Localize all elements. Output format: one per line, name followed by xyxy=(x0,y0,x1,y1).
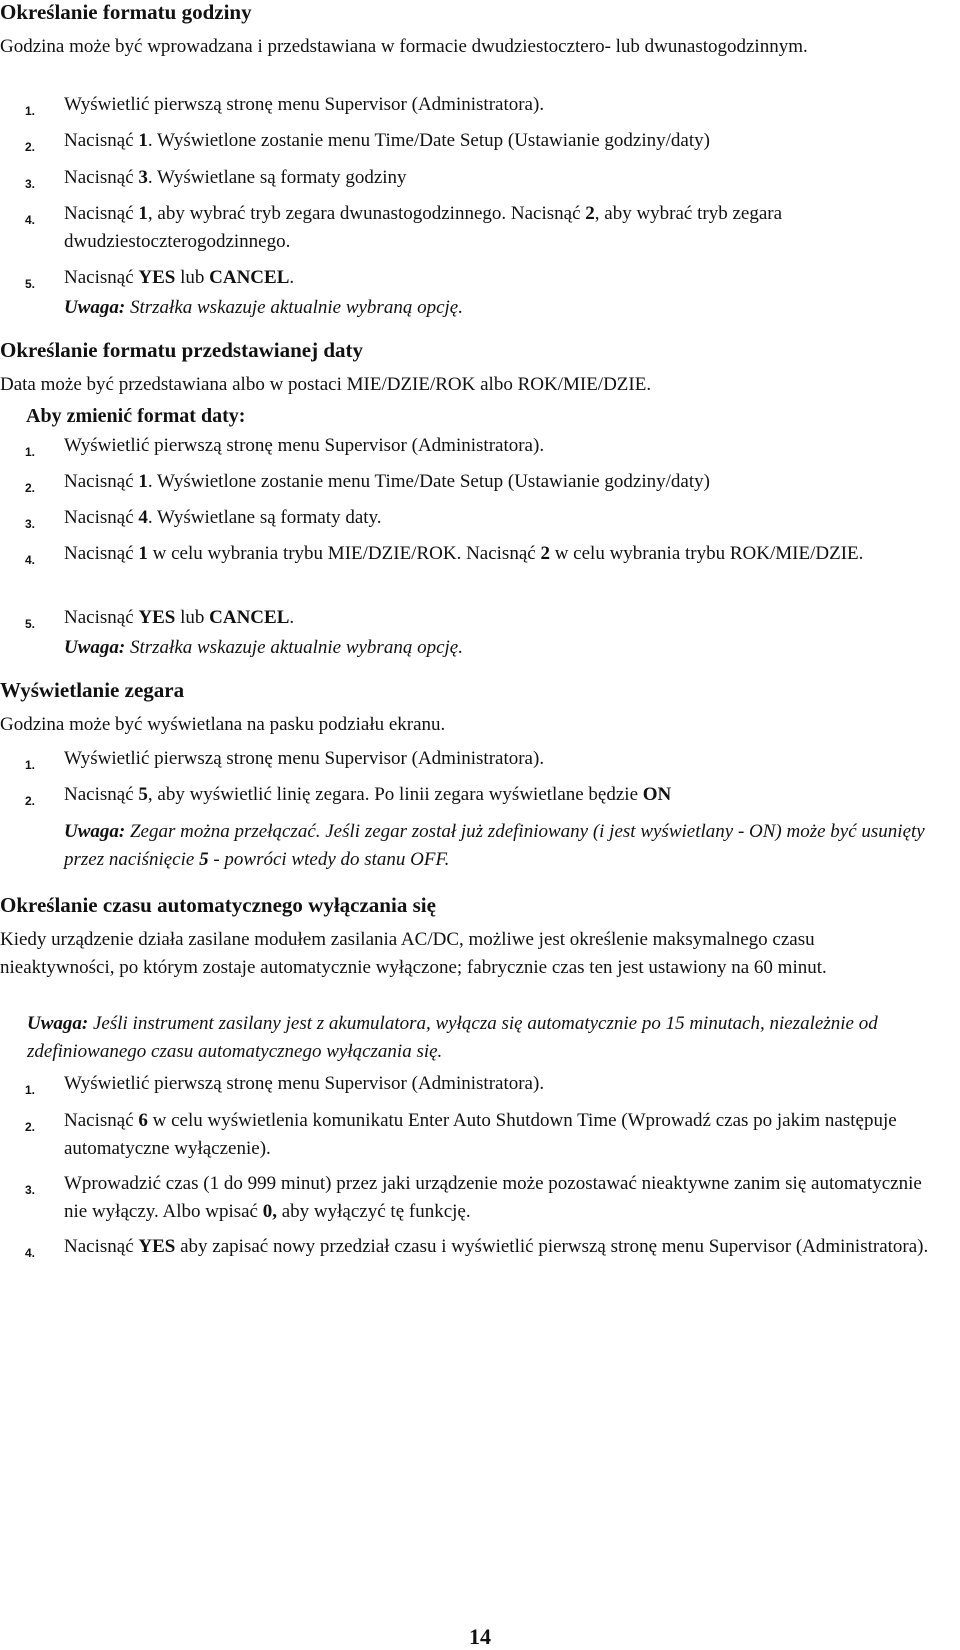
section-title-time-format: Określanie formatu godziny xyxy=(0,0,252,24)
step-text: Nacisnąć YES aby zapisać nowy przedział czasu i wyświetlić pierwszą stronę menu Supervisor (Administratora). xyxy=(64,1236,929,1257)
page-number: 14 xyxy=(469,1624,491,1649)
note xyxy=(64,294,924,322)
step-text: Nacisnąć YES lub CANCEL. xyxy=(64,607,295,628)
list-item xyxy=(25,432,930,460)
note xyxy=(64,818,930,874)
note-text: Strzałka wskazuje aktualnie wybraną opcję. xyxy=(125,297,463,318)
list-item xyxy=(25,1233,930,1261)
step-text: Wyświetlić pierwszą stronę menu Supervisor (Administratora). xyxy=(64,748,545,769)
step-text: Wyświetlić pierwszą stronę menu Supervisor (Administratora). xyxy=(64,94,545,115)
step-number: 1. xyxy=(25,104,36,118)
step-number: 4. xyxy=(25,1246,36,1260)
list-item xyxy=(25,1170,930,1226)
step-number: 3. xyxy=(25,1183,36,1197)
step-number: 2. xyxy=(25,1120,36,1134)
step-text: Nacisnąć YES lub CANCEL. xyxy=(64,267,295,288)
step-number: 3. xyxy=(25,177,36,191)
step-number: 1. xyxy=(25,758,36,772)
section-title-date-format: Określanie formatu przedstawianej daty xyxy=(0,338,363,362)
step-number: 2. xyxy=(25,481,36,495)
step-text: Nacisnąć 3. Wyświetlane są formaty godziny xyxy=(64,167,407,188)
step-text: Nacisnąć 1, aby wybrać tryb zegara dwunastogodzinnego. Nacisnąć 2, aby wybrać tryb zegara dwudziestoczterogodzinnego. xyxy=(64,203,783,252)
note-tail: - powróci wtedy do stanu OFF. xyxy=(208,849,450,870)
section-intro: Godzina może być wyświetlana na pasku podziału ekranu. xyxy=(0,714,446,735)
step-text: Nacisnąć 1 w celu wybrania trybu MIE/DZIE/ROK. Nacisnąć 2 w celu wybrania trybu ROK/MIE/DZIE. xyxy=(64,543,864,564)
step-number: 1. xyxy=(25,445,36,459)
step-number: 4. xyxy=(25,553,36,567)
note xyxy=(64,634,924,662)
note xyxy=(27,1010,930,1066)
list-item xyxy=(25,1107,930,1163)
step-text: Nacisnąć 1. Wyświetlone zostanie menu Time/Date Setup (Ustawianie godziny/daty) xyxy=(64,130,710,151)
list-item xyxy=(25,745,930,773)
list-item xyxy=(25,264,930,292)
step-number: 2. xyxy=(25,794,36,808)
note-label: Uwaga: xyxy=(64,637,126,658)
note-label: Uwaga: xyxy=(64,821,126,842)
list-item xyxy=(25,468,930,496)
note-text: Zegar można przełączać. Jeśli zegar został już zdefiniowany (i jest wyświetlany - ON) może być usunięty przez naciśnięcie xyxy=(64,821,925,870)
section-intro: Godzina może być wprowadzana i przedstawiana w formacie dwudziestocztero- lub dwunastogodzinnym. xyxy=(0,36,808,57)
list-item xyxy=(25,91,930,119)
list-item xyxy=(25,504,930,532)
list-item xyxy=(25,200,930,256)
note-label: Uwaga: xyxy=(27,1013,89,1034)
step-number: 5. xyxy=(25,277,36,291)
note-bold-key: 5 xyxy=(199,849,209,870)
section-title-auto-shutdown: Określanie czasu automatycznego wyłączania się xyxy=(0,893,436,917)
step-text: Nacisnąć 1. Wyświetlone zostanie menu Time/Date Setup (Ustawianie godziny/daty) xyxy=(64,471,710,492)
step-number: 3. xyxy=(25,517,36,531)
list-item xyxy=(25,781,930,809)
list-item xyxy=(25,540,930,568)
note-label: Uwaga: xyxy=(64,297,126,318)
step-number: 5. xyxy=(25,617,36,631)
list-item xyxy=(25,604,930,632)
step-number: 2. xyxy=(25,140,36,154)
step-text: Wyświetlić pierwszą stronę menu Supervisor (Administratora). xyxy=(64,1073,545,1094)
note-text: Strzałka wskazuje aktualnie wybraną opcję. xyxy=(125,637,463,658)
section-intro: Kiedy urządzenie działa zasilane modułem zasilania AC/DC, możliwe jest określenie maksymalnego czasu nieaktywności, po którym zostaje automatycznie wyłączone; fabrycznie czas ten jest ustawiony na 60 minut. xyxy=(0,929,827,978)
step-text: Nacisnąć 5, aby wyświetlić linię zegara. Po linii zegara wyświetlane będzie ON xyxy=(64,784,672,805)
step-number: 4. xyxy=(25,213,36,227)
note-text: Jeśli instrument zasilany jest z akumulatora, wyłącza się automatycznie po 15 minutach, niezależnie od zdefiniowanego czasu automatycznego wyłączania się. xyxy=(27,1013,878,1062)
section-title-clock-display: Wyświetlanie zegara xyxy=(0,678,185,702)
subsection-title: Aby zmienić format daty: xyxy=(26,405,246,427)
section-intro: Data może być przedstawiana albo w postaci MIE/DZIE/ROK albo ROK/MIE/DZIE. xyxy=(0,374,652,395)
step-number: 1. xyxy=(25,1083,36,1097)
list-item xyxy=(25,1070,930,1098)
list-item xyxy=(25,127,930,155)
step-text: Wyświetlić pierwszą stronę menu Supervisor (Administratora). xyxy=(64,435,545,456)
step-text: Nacisnąć 4. Wyświetlane są formaty daty. xyxy=(64,507,382,528)
step-text: Nacisnąć 6 w celu wyświetlenia komunikatu Enter Auto Shutdown Time (Wprowadź czas po jakim następuje automatyczne wyłączenie). xyxy=(64,1110,897,1159)
list-item xyxy=(25,164,930,192)
step-text: Wprowadzić czas (1 do 999 minut) przez jaki urządzenie może pozostawać nieaktywne zanim się automatycznie nie wyłączy. Albo wpisać 0, aby wyłączyć tę funkcję. xyxy=(64,1173,922,1222)
